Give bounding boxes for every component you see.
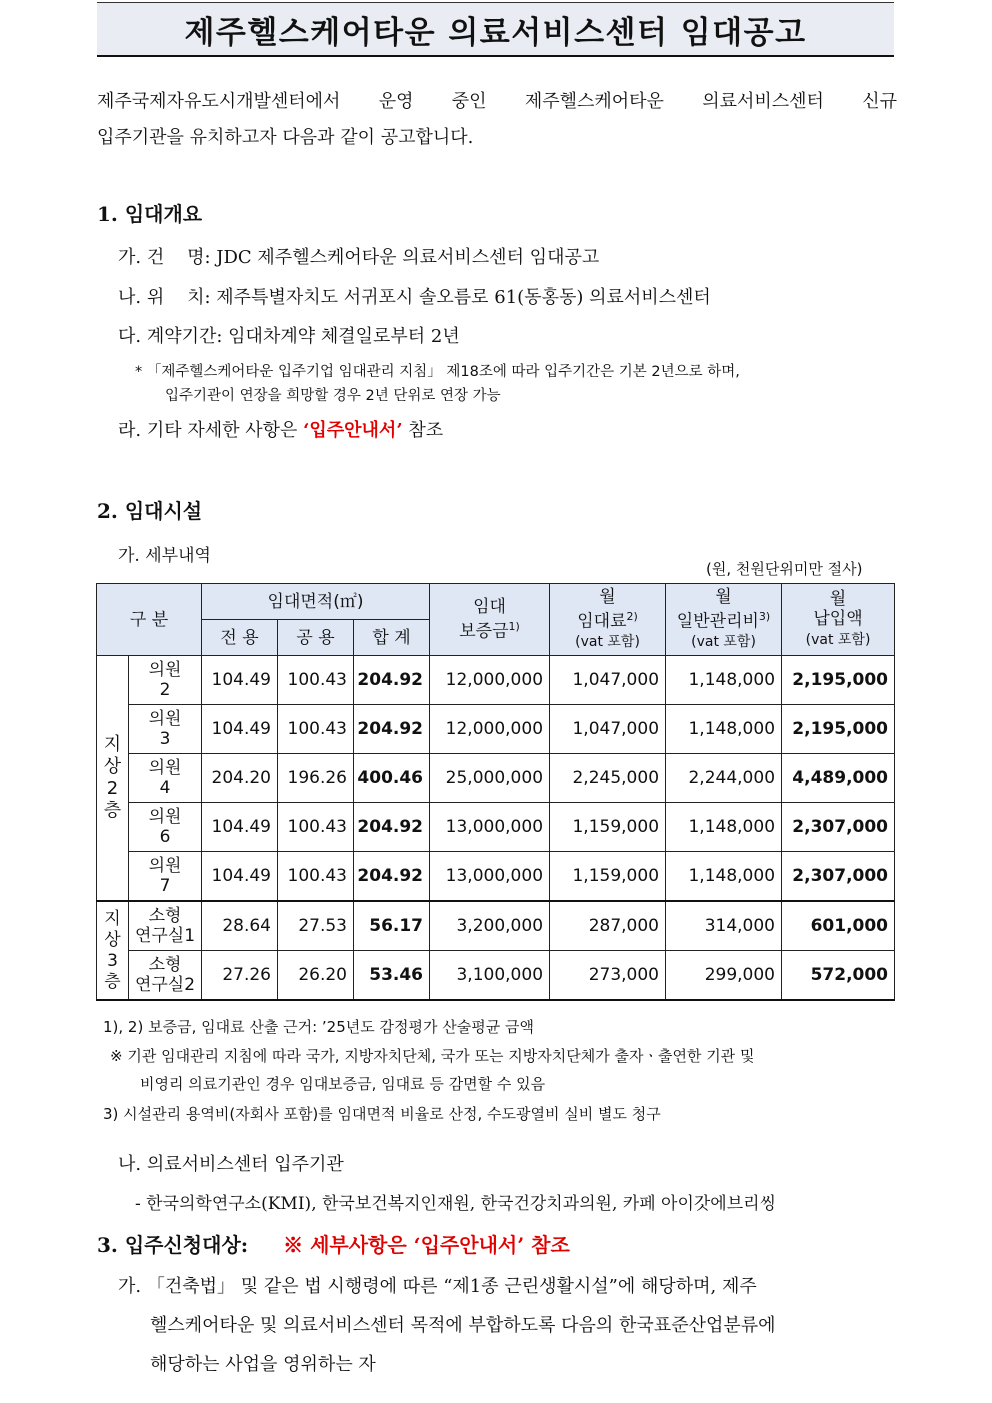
cell-deposit: 12,000,000 [430,705,550,754]
table-row [97,852,895,902]
cell-common: 100.43 [278,705,354,754]
cell-mgmt: 1,148,000 [666,705,782,754]
intro-line-2: 입주기관을 유치하고자 다음과 같이 공고합니다. [97,127,474,148]
cell-pay: 2,307,000 [782,852,895,902]
cell-exclusive: 104.49 [202,656,278,705]
table-row [97,754,895,803]
unit-name [129,754,202,803]
cell-common: 26.20 [278,951,354,1001]
header-area: 임대면적(㎡) [202,584,430,620]
floor2-label-char: 상 [103,756,122,777]
floor2-label-char: 층 [103,800,122,821]
cell-total: 400.46 [354,754,430,803]
unit-name [129,705,202,754]
title-box [97,2,894,57]
section3-ga-line-3: 해당하는 사업을 영위하는 자 [150,1354,376,1375]
header-deposit-sup: 1) [508,620,520,634]
guide-highlight: ‘입주안내서’ [303,420,403,441]
section1-item-ra-prefix: 라. 기타 자세한 사항은 [118,420,304,441]
cell-total: 204.92 [354,656,430,705]
footnote-2a: ※ 기관 임대관리 지침에 따라 국가, 지방자치단체, 국가 또는 지방자치단체가 출자ㆍ출연한 기관 및 [110,1047,755,1065]
unit-name-line2: 2 [159,680,171,700]
header-category: 구 분 [97,584,202,656]
cell-rent: 1,159,000 [550,803,666,852]
unit-name-line1: 소형 [148,955,182,975]
footnote-2b: 비영리 의료기관인 경우 임대보증금, 임대료 등 감면할 수 있음 [140,1075,546,1093]
unit-name-line2: 7 [159,876,171,896]
cell-mgmt: 314,000 [666,901,782,951]
cell-mgmt: 299,000 [666,951,782,1001]
section1-note-line-2: 입주기관이 연장을 희망할 경우 2년 단위로 연장 가능 [165,388,501,404]
header-mgmt-vat: (vat 포함) [691,634,756,651]
section1-item-na: 나. 위 치: 제주특별자치도 서귀포시 솔오름로 61(동홍동) 의료서비스센터 [118,287,711,308]
table-row [97,656,895,705]
section3-ga-line-1: 가. 「건축법」 및 같은 법 시행령에 따른 “제1종 근린생활시설”에 해당하며, 제주 [118,1276,757,1297]
page-title: 제주헬스케어타운 의료서비스센터 임대공고 [184,14,807,51]
section3-ga-line-2: 헬스케어타운 및 의료서비스센터 목적에 부합하도록 다음의 한국표준산업분류에 [150,1315,776,1336]
floor3-label-char: 층 [104,971,121,992]
section1-item-ra [118,416,443,442]
table-row [97,901,895,951]
intro-line-1: 제주국제자유도시개발센터에서 운영 중인 제주헬스케어타운 의료서비스센터 신규 [97,91,897,112]
unit-name [129,951,202,1001]
section1-item-da: 다. 계약기간: 임대차계약 체결일로부터 2년 [118,326,460,347]
cell-total: 204.92 [354,705,430,754]
unit-name-line1: 소형 [148,906,182,926]
cell-pay: 2,195,000 [782,656,895,705]
header-exclusive: 전 용 [202,620,278,656]
floor2-label [97,656,129,902]
unit-note: (원, 천원단위미만 절사) [706,560,863,578]
cell-common: 196.26 [278,754,354,803]
floor2-label-char: 지 [103,734,122,755]
header-mgmt-label: 일반관리비 [676,611,759,632]
table-row [97,951,895,1001]
unit-name-line1: 의원 [148,660,182,680]
floor3-label [97,901,129,1000]
unit-name-line2: 4 [159,778,171,798]
header-rent-top: 월 [599,586,616,607]
cell-deposit: 25,000,000 [430,754,550,803]
cell-common: 100.43 [278,852,354,902]
cell-mgmt: 1,148,000 [666,656,782,705]
cell-exclusive: 204.20 [202,754,278,803]
header-rent [550,584,666,656]
section2-heading: 2. 임대시설 [97,499,203,523]
cell-mgmt: 1,148,000 [666,803,782,852]
cell-deposit: 12,000,000 [430,656,550,705]
section1-heading: 1. 임대개요 [97,202,203,226]
cell-total: 204.92 [354,803,430,852]
header-deposit [430,584,550,656]
cell-exclusive: 104.49 [202,705,278,754]
header-mgmt-top: 월 [715,586,732,607]
tenants-list: - 한국의학연구소(KMI), 한국보건복지인재원, 한국건강치과의원, 카페 아이갓에브리씽 [135,1194,776,1214]
floor3-label-char: 상 [104,929,121,950]
unit-name [129,901,202,951]
unit-name [129,656,202,705]
cell-exclusive: 27.26 [202,951,278,1001]
cell-exclusive: 104.49 [202,803,278,852]
header-rent-label: 임대료 [577,611,627,632]
header-rent-vat: (vat 포함) [575,634,640,651]
footnote-3: 3) 시설관리 용역비(자회사 포함)를 임대면적 비율로 산정, 수도광열비 실비 별도 청구 [103,1105,661,1123]
unit-name [129,803,202,852]
cell-pay: 2,307,000 [782,803,895,852]
cell-rent: 1,047,000 [550,656,666,705]
cell-pay: 601,000 [782,901,895,951]
cell-pay: 572,000 [782,951,895,1001]
header-deposit-line1: 임대 [473,597,506,618]
unit-name-line1: 의원 [148,856,182,876]
table-row [97,705,895,754]
header-total: 합 계 [354,620,430,656]
section3-highlight: ※ 세부사항은 ‘입주안내서’ 참조 [283,1233,570,1257]
cell-exclusive: 28.64 [202,901,278,951]
cell-pay: 4,489,000 [782,754,895,803]
header-deposit-line2: 보증금 [459,621,509,642]
footnote-1: 1), 2) 보증금, 임대료 산출 근거: ’25년도 감정평가 산술평균 금액 [103,1018,534,1036]
cell-common: 100.43 [278,803,354,852]
cell-common: 100.43 [278,656,354,705]
cell-deposit: 3,200,000 [430,901,550,951]
header-rent-sup: 2) [626,609,638,623]
section2-sub-ga: 가. 세부내역 [118,546,211,566]
floor2-label-char: 2 [106,778,119,799]
table-row [97,803,895,852]
unit-name-line2: 연구실2 [134,975,196,995]
section1-item-ra-suffix: 참조 [402,420,444,441]
cell-common: 27.53 [278,901,354,951]
section1-note-line-1: * 「제주헬스케어타운 입주기업 임대관리 지침」 제18조에 따라 입주기간은 기본 2년으로 하며, [135,364,740,380]
cell-total: 53.46 [354,951,430,1001]
cell-rent: 273,000 [550,951,666,1001]
header-mgmt [666,584,782,656]
header-pay-vat: (vat 포함) [805,632,871,648]
unit-name-line2: 6 [159,827,171,847]
section2-sub-na: 나. 의료서비스센터 입주기관 [118,1154,344,1175]
cell-total: 56.17 [354,901,430,951]
section1-item-ga: 가. 건 명: JDC 제주헬스케어타운 의료서비스센터 임대공고 [118,247,600,268]
unit-name-line2: 연구실1 [134,926,196,946]
cell-total: 204.92 [354,852,430,902]
unit-name-line2: 3 [159,729,171,749]
unit-name-line1: 의원 [148,709,182,729]
header-pay-label: 납입액 [813,609,863,629]
cell-mgmt: 1,148,000 [666,852,782,902]
header-common: 공 용 [278,620,354,656]
unit-name-line1: 의원 [148,807,182,827]
header-pay [782,584,895,656]
cell-pay: 2,195,000 [782,705,895,754]
cell-rent: 1,159,000 [550,852,666,902]
floor3-label-char: 3 [107,950,118,971]
cell-deposit: 3,100,000 [430,951,550,1001]
cell-mgmt: 2,244,000 [666,754,782,803]
header-pay-top: 월 [829,589,847,609]
intro-paragraph [97,84,897,156]
unit-name [129,852,202,902]
cell-exclusive: 104.49 [202,852,278,902]
cell-deposit: 13,000,000 [430,852,550,902]
floor3-label-char: 지 [104,908,121,929]
cell-deposit: 13,000,000 [430,803,550,852]
cell-rent: 2,245,000 [550,754,666,803]
header-mgmt-sup: 3) [758,609,771,623]
section3-heading [97,1229,570,1258]
cell-rent: 287,000 [550,901,666,951]
unit-name-line1: 의원 [148,758,182,778]
rent-table [96,583,895,1001]
cell-rent: 1,047,000 [550,705,666,754]
section3-heading-text: 3. 입주신청대상: [97,1233,249,1257]
